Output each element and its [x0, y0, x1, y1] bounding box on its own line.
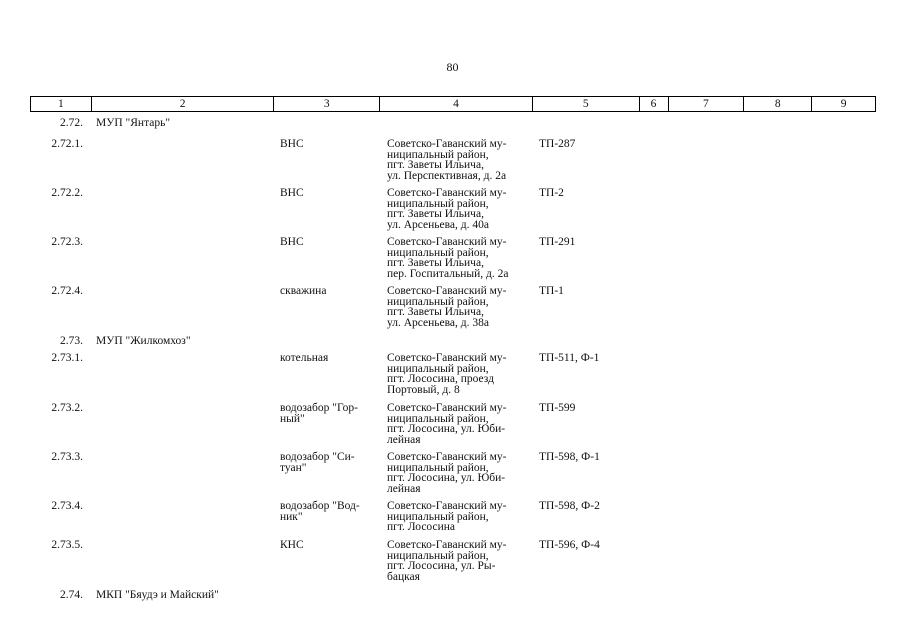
header-col-9: 9 [840, 98, 847, 110]
object-address: Советско-Гаванский му- ниципальный район, пгт. Лососина [387, 500, 507, 533]
header-col-8: 8 [744, 97, 812, 111]
header-col-3: 3 [274, 97, 380, 111]
row-number: 2.73. [60, 335, 83, 347]
row-number: 2.72. [60, 117, 83, 129]
organization-name: МУП "Жилкомхоз" [96, 335, 191, 347]
row-number: 2.72.4. [51, 285, 83, 297]
row-number: 2.73.4. [51, 500, 83, 512]
object-name: ВНС [280, 236, 304, 248]
table-header-row [30, 96, 876, 112]
table-row [30, 452, 876, 501]
object-address: Советско-Гаванский му- ниципальный район, пгт. Лососина, проезд Портовый, д. 8 [387, 352, 507, 396]
header-col-1: 1 [31, 97, 92, 111]
table-row [30, 540, 876, 590]
row-number: 2.74. [60, 589, 83, 601]
object-address: Советско-Гаванский му- ниципальный район, пгт. Лососина, ул. Юби- лейная [387, 451, 507, 495]
object-address: Советско-Гаванский му- ниципальный район, пгт. Заветы Ильича, ул. Арсеньева, д. 40а [387, 187, 507, 231]
table-row [30, 353, 876, 403]
object-name: ВНС [280, 138, 304, 150]
object-name: ВНС [280, 187, 304, 199]
table-row [30, 188, 876, 237]
row-number: 2.72.3. [51, 236, 83, 248]
substation: ТП-287 [539, 138, 576, 150]
substation: ТП-2 [539, 187, 564, 199]
header-col-2: 2 [92, 97, 275, 111]
row-number: 2.73.1. [51, 352, 83, 364]
table-row [30, 118, 876, 139]
header-col-7: 7 [669, 97, 745, 111]
table-row [30, 139, 876, 188]
object-address: Советско-Гаванский му- ниципальный район, пгт. Лососина, ул. Ры- бацкая [387, 539, 507, 583]
organization-name: МУП "Янтарь" [96, 117, 171, 129]
object-name: водозабор "Гор- ный" [280, 402, 358, 425]
object-address: Советско-Гаванский му- ниципальный район, пгт. Заветы Ильича, ул. Перспективная, д. 2а [387, 138, 507, 182]
header-col-5: 5 [533, 97, 640, 111]
table-row [30, 590, 876, 607]
row-number: 2.73.5. [51, 539, 83, 551]
object-name: водозабор "Вод- ник" [280, 500, 360, 523]
table-row [30, 403, 876, 452]
substation: ТП-291 [539, 236, 576, 248]
object-address: Советско-Гаванский му- ниципальный район, пгт. Заветы Ильича, пер. Госпитальный, д. 2а [387, 236, 509, 280]
table-row [30, 336, 876, 353]
object-name: котельная [280, 352, 329, 364]
page-number: 80 [446, 60, 459, 74]
object-address: Советско-Гаванский му- ниципальный район, пгт. Лососина, ул. Юби- лейная [387, 402, 507, 446]
header-col-6: 6 [640, 97, 669, 111]
substation: ТП-598, Ф-2 [539, 500, 600, 512]
substation: ТП-596, Ф-4 [539, 539, 600, 551]
object-name: водозабор "Си- туан" [280, 451, 355, 474]
substation: ТП-599 [539, 402, 576, 414]
substation: ТП-511, Ф-1 [539, 352, 600, 364]
table-row [30, 501, 876, 540]
substation: ТП-1 [539, 285, 564, 297]
row-number: 2.73.3. [51, 451, 83, 463]
substation: ТП-598, Ф-1 [539, 451, 600, 463]
object-address: Советско-Гаванский му- ниципальный район, пгт. Заветы Ильича, ул. Арсеньева, д. 38а [387, 285, 507, 329]
table-row [30, 237, 876, 286]
header-col-4: 4 [380, 97, 533, 111]
row-number: 2.73.2. [51, 402, 83, 414]
object-name: КНС [280, 539, 304, 551]
table-row [30, 286, 876, 336]
row-number: 2.72.2. [51, 187, 83, 199]
table-body [30, 118, 876, 607]
object-name: скважина [280, 285, 327, 297]
row-number: 2.72.1. [51, 138, 83, 150]
organization-name: МКП "Бяудэ и Майский" [96, 589, 219, 601]
